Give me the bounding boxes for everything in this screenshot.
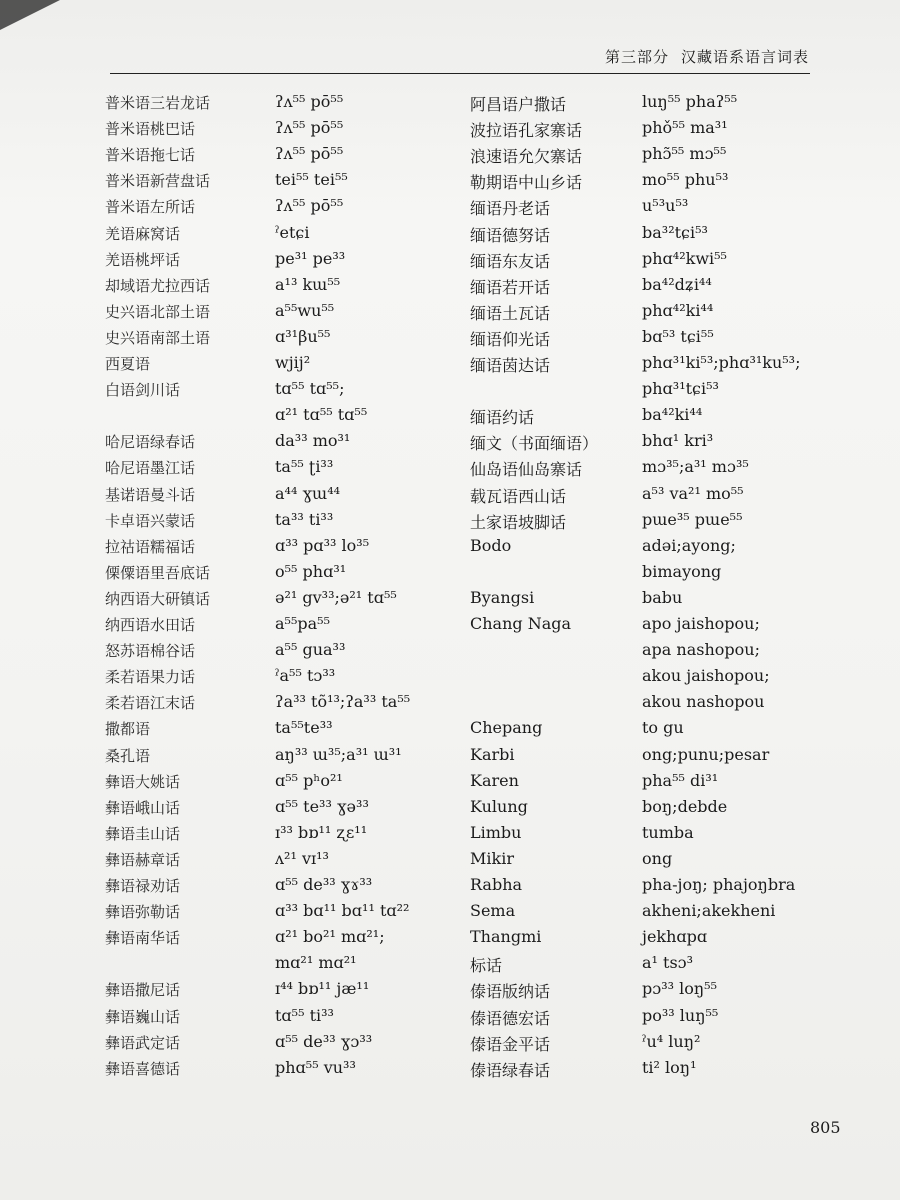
word-form-left: ɑ³¹βu⁵⁵ xyxy=(275,326,331,346)
dialect-name-right: 傣语绿春话 xyxy=(470,1060,551,1080)
dialect-name-left: 哈尼语绿春话 xyxy=(105,433,196,452)
word-form-left: a⁵⁵ gua³³ xyxy=(275,640,346,660)
word-form-right: ong xyxy=(642,848,673,868)
word-form-left: ɑ⁵⁵ te³³ ɣə³³ xyxy=(275,796,369,816)
word-form-right: phɑ³¹ki⁵³;phɑ³¹ku⁵³; xyxy=(642,353,801,372)
dialect-name-right: Thangmi xyxy=(470,927,542,947)
dialect-name-left: 彝语撒尼话 xyxy=(105,981,181,1000)
word-form-right: mo⁵⁵ phu⁵³ xyxy=(642,170,729,190)
word-form-left: a⁴⁴ ɣɯ⁴⁴ xyxy=(275,483,341,503)
word-form-right: a¹ tsɔ³ xyxy=(642,953,694,973)
word-form-left: ɑ²¹ tɑ⁵⁵ tɑ⁵⁵ xyxy=(275,405,368,425)
dialect-name-left: 普米语拖七话 xyxy=(105,146,196,165)
dialect-name-left: 彝语巍山话 xyxy=(105,1007,181,1026)
dialect-name-right: 波拉语孔家寨话 xyxy=(470,121,583,141)
dialect-name-right: 缅语土瓦话 xyxy=(470,303,551,323)
word-form-right: phɑ⁴²kwi⁵⁵ xyxy=(642,248,727,268)
word-form-left: ʔʌ⁵⁵ pō⁵⁵ xyxy=(275,118,344,138)
word-form-right: pɔ³³ loŋ⁵⁵ xyxy=(642,979,717,999)
dialect-name-left: 纳西语水田话 xyxy=(105,616,196,634)
header-rule xyxy=(110,73,810,74)
word-form-left: ɑ⁵⁵ de³³ ɣɤ³³ xyxy=(275,875,373,894)
word-form-right: po³³ luŋ⁵⁵ xyxy=(642,1005,719,1025)
dialect-name-left: 纳西语大研镇话 xyxy=(105,589,211,608)
word-form-right: apa nashopou; xyxy=(642,640,760,660)
dialect-name-left: 普米语三岩龙话 xyxy=(105,94,211,112)
word-form-left: ɪ⁴⁴ bɒ¹¹ jæ¹¹ xyxy=(275,979,370,999)
word-form-right: akou nashopou xyxy=(642,692,765,712)
word-form-right: ong;punu;pesar xyxy=(642,744,770,764)
word-form-right: phɔ̃⁵⁵ mɔ⁵⁵ xyxy=(642,144,727,164)
dialect-name-right: 缅语德努话 xyxy=(470,225,551,245)
word-form-left: a⁵⁵wu⁵⁵ xyxy=(275,300,335,320)
word-form-left: ta⁵⁵ ʈi³³ xyxy=(275,457,334,477)
dialect-name-right: Karbi xyxy=(470,744,515,764)
dialect-name-right: 阿昌语户撒话 xyxy=(470,95,567,114)
word-form-right: pɯe³⁵ pɯe⁵⁵ xyxy=(642,509,743,529)
dialect-name-left: 史兴语北部土语 xyxy=(105,302,211,321)
word-form-right: ba³²tɕi⁵³ xyxy=(642,222,708,242)
dialect-name-left: 撒都语 xyxy=(105,720,151,739)
word-form-right: ti² loŋ¹ xyxy=(642,1057,697,1077)
dialect-name-right: 傣语德宏话 xyxy=(470,1008,551,1028)
word-form-right: apo jaishopou; xyxy=(642,614,760,633)
dialect-name-right: 缅语约话 xyxy=(470,408,535,428)
word-form-right: adəi;ayong; xyxy=(642,535,736,555)
page-corner-shadow xyxy=(0,0,60,30)
word-form-right: ba⁴²ki⁴⁴ xyxy=(642,405,703,425)
dialect-name-right: 浪速语允欠寨话 xyxy=(470,147,583,167)
dialect-name-right: Byangsi xyxy=(470,587,535,607)
dialect-name-right: 缅语仰光话 xyxy=(470,329,551,349)
dialect-name-right: 缅语丹老话 xyxy=(470,199,551,219)
dialect-name-right: Karen xyxy=(470,770,519,790)
word-form-right: phɑ³¹tɕi⁵³ xyxy=(642,379,719,399)
dialect-name-right: Chang Naga xyxy=(470,614,572,633)
word-form-right: bɑ⁵³ tɕi⁵⁵ xyxy=(642,326,714,346)
word-form-left: a⁵⁵pa⁵⁵ xyxy=(275,614,330,633)
word-form-left: ɑ⁵⁵ pʰo²¹ xyxy=(275,770,343,790)
word-form-left: tei⁵⁵ tei⁵⁵ xyxy=(275,170,348,190)
dialect-name-right: 缅语若开话 xyxy=(470,277,551,297)
word-form-left: ɑ²¹ bo²¹ mɑ²¹; xyxy=(275,927,385,947)
word-form-left: ʔʌ⁵⁵ pō⁵⁵ xyxy=(275,196,344,216)
dialect-name-right: Kulung xyxy=(470,796,528,816)
word-form-right: luŋ⁵⁵ phaʔ⁵⁵ xyxy=(642,92,738,111)
word-form-right: bimayong xyxy=(642,561,722,581)
word-form-right: boŋ;debde xyxy=(642,796,728,816)
dialect-name-left: 却域语尤拉西话 xyxy=(105,276,211,295)
dialect-name-left: 基诺语曼斗话 xyxy=(105,485,196,504)
dialect-name-right: Bodo xyxy=(470,535,512,555)
word-form-right: a⁵³ va²¹ mo⁵⁵ xyxy=(642,483,744,503)
word-form-right: jekhɑpɑ xyxy=(642,927,708,947)
dialect-name-left: 彝语武定话 xyxy=(105,1033,181,1052)
word-form-left: ɑ⁵⁵ de³³ ɣɔ³³ xyxy=(275,1031,373,1051)
dialect-name-right: 缅文（书面缅语） xyxy=(470,434,599,454)
dialect-name-right: Mikir xyxy=(470,848,514,868)
word-form-right: bhɑ¹ kri³ xyxy=(642,431,714,451)
dialect-name-right: 载瓦语西山话 xyxy=(470,486,567,506)
dialect-name-left: 卡卓语兴蒙话 xyxy=(105,511,196,530)
word-form-left: wjij² xyxy=(275,353,311,372)
dialect-name-right: 傣语版纳话 xyxy=(470,982,551,1002)
page-number: 805 xyxy=(810,1118,841,1137)
word-form-left: ʔʌ⁵⁵ pō⁵⁵ xyxy=(275,144,344,164)
word-form-right: u⁵³u⁵³ xyxy=(642,196,689,216)
word-form-left: ʔa³³ tõ¹³;ʔa³³ ta⁵⁵ xyxy=(275,692,411,712)
word-form-left: tɑ⁵⁵ ti³³ xyxy=(275,1005,334,1025)
word-form-left: ˀetɕi xyxy=(275,222,310,242)
dialect-name-left: 怒苏语棉谷话 xyxy=(105,642,196,661)
dialect-name-left: 西夏语 xyxy=(105,355,151,373)
header-part: 第三部分 xyxy=(605,48,670,66)
word-form-left: ta³³ ti³³ xyxy=(275,509,334,529)
dialect-name-right: 仙岛语仙岛寨话 xyxy=(470,460,583,480)
word-form-right: mɔ³⁵;a³¹ mɔ³⁵ xyxy=(642,457,749,477)
dialect-name-right: Chepang xyxy=(470,718,543,738)
header-title: 汉藏语系语言词表 xyxy=(681,48,810,66)
dialect-name-left: 史兴语南部土语 xyxy=(105,328,211,347)
dialect-name-left: 哈尼语墨江话 xyxy=(105,459,196,478)
dialect-name-right: Limbu xyxy=(470,822,522,842)
word-form-right: phɑ⁴²ki⁴⁴ xyxy=(642,300,714,320)
dialect-name-right: 缅语茵达话 xyxy=(470,356,551,375)
word-form-left: o⁵⁵ phɑ³¹ xyxy=(275,561,347,581)
word-form-left: tɑ⁵⁵ tɑ⁵⁵; xyxy=(275,379,345,399)
dialect-name-left: 普米语左所话 xyxy=(105,198,196,217)
dialect-name-left: 白语剑川话 xyxy=(105,381,181,400)
word-form-left: aŋ³³ ɯ³⁵;a³¹ ɯ³¹ xyxy=(275,744,402,764)
word-form-right: ˀu⁴ luŋ² xyxy=(642,1031,701,1051)
dialect-name-right: 标话 xyxy=(470,956,503,976)
dialect-name-right: 傣语金平话 xyxy=(470,1034,551,1054)
word-form-right: phǒ⁵⁵ ma³¹ xyxy=(642,118,728,138)
dialect-name-left: 彝语大姚话 xyxy=(105,772,181,791)
dialect-name-left: 羌语麻窝话 xyxy=(105,224,181,243)
dialect-name-left: 彝语弥勒话 xyxy=(105,903,181,922)
word-form-right: pha-joŋ; phajoŋbra xyxy=(642,875,796,894)
dialect-name-left: 柔若语江末话 xyxy=(105,694,196,713)
word-form-right: akheni;akekheni xyxy=(642,901,776,921)
word-form-left: a¹³ kɯ⁵⁵ xyxy=(275,274,341,294)
word-form-right: ba⁴²dʑi⁴⁴ xyxy=(642,274,712,294)
word-form-left: mɑ²¹ mɑ²¹ xyxy=(275,953,357,973)
word-form-right: pha⁵⁵ di³¹ xyxy=(642,770,719,790)
word-form-left: ɑ³³ pɑ³³ lo³⁵ xyxy=(275,535,370,555)
dialect-name-right: 土家语坡脚话 xyxy=(470,512,567,532)
word-form-left: ɪ³³ bɒ¹¹ ʐɛ¹¹ xyxy=(275,822,368,842)
word-form-right: akou jaishopou; xyxy=(642,666,770,686)
dialect-name-right: 缅语东友话 xyxy=(470,251,551,271)
word-form-left: ʌ²¹ vɪ¹³ xyxy=(275,848,329,868)
dialect-name-left: 彝语喜德话 xyxy=(105,1059,181,1078)
word-form-left: pe³¹ pe³³ xyxy=(275,248,346,268)
word-form-left: ə²¹ gv³³;ə²¹ tɑ⁵⁵ xyxy=(275,587,397,607)
dialect-name-left: 桑孔语 xyxy=(105,746,151,765)
dialect-name-left: 彝语禄劝话 xyxy=(105,877,181,895)
dialect-name-right: 勒期语中山乡话 xyxy=(470,173,583,193)
running-header xyxy=(605,46,810,70)
dialect-name-left: 普米语新营盘话 xyxy=(105,172,211,191)
dialect-name-left: 彝语赫章话 xyxy=(105,850,181,869)
dialect-name-left: 彝语峨山话 xyxy=(105,798,181,817)
dialect-name-left: 柔若语果力话 xyxy=(105,668,196,687)
word-form-right: babu xyxy=(642,587,683,607)
dialect-name-left: 彝语南华话 xyxy=(105,929,181,948)
dialect-name-left: 彝语圭山话 xyxy=(105,824,181,843)
word-form-left: ˀa⁵⁵ tɔ³³ xyxy=(275,666,336,686)
word-form-right: to gu xyxy=(642,718,684,738)
dialect-name-right: Sema xyxy=(470,901,516,921)
word-form-left: phɑ⁵⁵ vu³³ xyxy=(275,1057,356,1077)
dialect-name-left: 拉祜语糯福话 xyxy=(105,537,196,556)
word-form-left: ta⁵⁵te³³ xyxy=(275,718,333,738)
dialect-name-left: 普米语桃巴话 xyxy=(105,120,196,139)
word-form-left: ʔʌ⁵⁵ pō⁵⁵ xyxy=(275,92,344,111)
dialect-name-left: 傈僳语里吾底话 xyxy=(105,563,211,582)
dialect-name-left: 羌语桃坪话 xyxy=(105,250,181,269)
dialect-name-right: Rabha xyxy=(470,875,523,894)
word-form-right: tumba xyxy=(642,822,694,842)
word-form-left: da³³ mo³¹ xyxy=(275,431,351,451)
word-form-left: ɑ³³ bɑ¹¹ bɑ¹¹ tɑ²² xyxy=(275,901,410,921)
